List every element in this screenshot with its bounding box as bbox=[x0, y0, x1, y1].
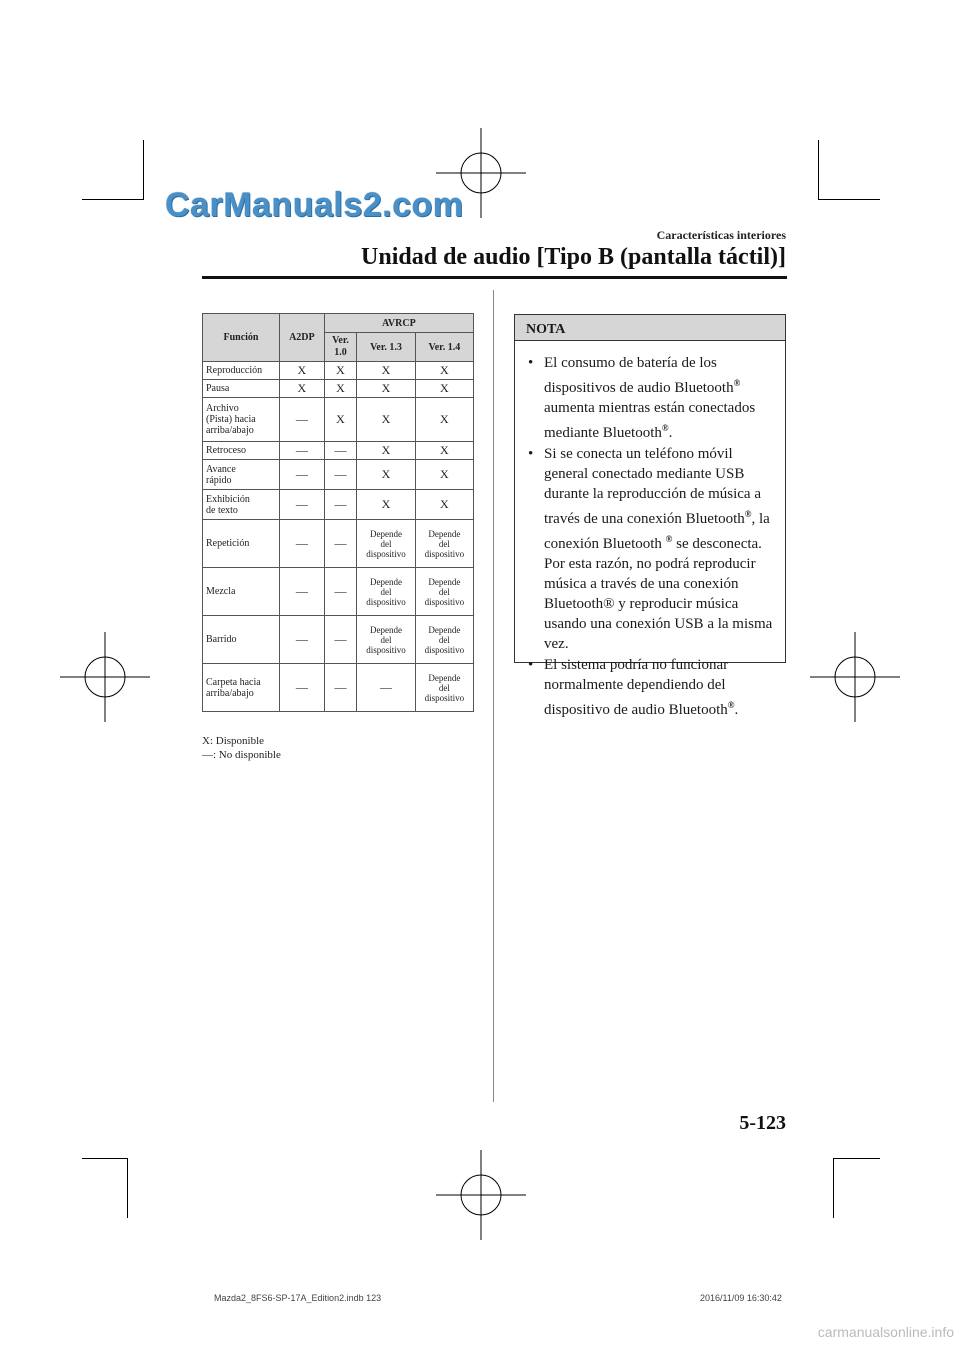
crop-mark bbox=[818, 140, 819, 200]
table-cell-v14: X bbox=[415, 362, 473, 380]
note-box bbox=[514, 314, 786, 718]
watermark-logo[interactable]: CarManuals2.com bbox=[165, 186, 464, 224]
table-cell-v10: — bbox=[324, 490, 357, 520]
table-cell-v10: — bbox=[324, 616, 357, 664]
table-cell-v10: — bbox=[324, 520, 357, 568]
table-cell-v14: Depende del dispositivo bbox=[415, 568, 473, 616]
note-text: , la conexión Bluetooth bbox=[544, 511, 770, 552]
crop-mark bbox=[833, 1158, 834, 1218]
table-cell-v14: X bbox=[415, 490, 473, 520]
table-cell-a2dp: X bbox=[280, 380, 325, 398]
table-cell-a2dp: — bbox=[280, 398, 325, 442]
table-cell-v13: X bbox=[357, 442, 415, 460]
note-text: se desconecta. Por esta razón, no podrá reproducir música a través de una conexión Bluetooth® y reproducir música usando una conexión USB a la misma vez. bbox=[544, 536, 773, 652]
table-cell-function: Retroceso bbox=[203, 442, 280, 460]
crop-mark bbox=[818, 199, 880, 200]
table-cell-function: Carpeta hacia arriba/abajo bbox=[203, 664, 280, 712]
registered-mark: ® bbox=[665, 534, 673, 544]
registered-mark: ® bbox=[727, 700, 735, 710]
table-row bbox=[203, 398, 474, 442]
note-text: . bbox=[734, 702, 739, 718]
table-cell-a2dp: — bbox=[280, 490, 325, 520]
registration-mark-icon bbox=[436, 1150, 526, 1240]
registered-mark: ® bbox=[661, 423, 669, 433]
crop-mark bbox=[82, 1158, 128, 1159]
table-cell-function: Avance rápido bbox=[203, 460, 280, 490]
column-divider bbox=[493, 290, 494, 1102]
header-a2dp: A2DP bbox=[280, 314, 325, 362]
table-body bbox=[203, 362, 474, 712]
table-cell-v13: X bbox=[357, 398, 415, 442]
crop-mark bbox=[833, 1158, 880, 1159]
table-row bbox=[203, 616, 474, 664]
table-cell-a2dp: X bbox=[280, 362, 325, 380]
table-cell-v13: Depende del dispositivo bbox=[357, 616, 415, 664]
compatibility-table bbox=[202, 313, 474, 712]
table-cell-v14: X bbox=[415, 398, 473, 442]
table-cell-v14: Depende del dispositivo bbox=[415, 520, 473, 568]
title-rule bbox=[202, 276, 787, 279]
table-cell-v13: Depende del dispositivo bbox=[357, 568, 415, 616]
note-item bbox=[527, 444, 777, 654]
legend-unavailable: —: No disponible bbox=[202, 749, 281, 761]
table-row bbox=[203, 362, 474, 380]
registration-mark-icon bbox=[810, 632, 900, 722]
table-cell-v14: Depende del dispositivo bbox=[415, 616, 473, 664]
legend-available: X: Disponible bbox=[202, 735, 265, 747]
table-cell-v14: X bbox=[415, 380, 473, 398]
crop-mark bbox=[127, 1158, 128, 1218]
table-cell-v10: X bbox=[324, 380, 357, 398]
table-cell-function: Barrido bbox=[203, 616, 280, 664]
table-legend bbox=[202, 734, 281, 762]
page-number: 5-123 bbox=[739, 1112, 786, 1134]
registered-mark: ® bbox=[744, 509, 752, 519]
table-cell-v10: — bbox=[324, 568, 357, 616]
footer-file: Mazda2_8FS6-SP-17A_Edition2.indb 123 bbox=[214, 1293, 382, 1303]
section-label: Características interiores bbox=[656, 228, 786, 242]
table-cell-v10: X bbox=[324, 398, 357, 442]
table-cell-a2dp: — bbox=[280, 442, 325, 460]
table-cell-v10: — bbox=[324, 664, 357, 712]
table-row bbox=[203, 380, 474, 398]
table-cell-v13: X bbox=[357, 380, 415, 398]
table-cell-a2dp: — bbox=[280, 460, 325, 490]
note-item bbox=[527, 655, 777, 720]
table-row bbox=[203, 490, 474, 520]
table-cell-function: Mezcla bbox=[203, 568, 280, 616]
note-title: NOTA bbox=[515, 315, 785, 341]
header-ver-1-0: Ver. 1.0 bbox=[324, 333, 357, 362]
table-cell-v10: X bbox=[324, 362, 357, 380]
table-cell-v14: X bbox=[415, 460, 473, 490]
note-text: aumenta mientras están conectados mediante Bluetooth bbox=[544, 400, 756, 441]
footer-site[interactable]: carmanualsonline.info bbox=[817, 1324, 954, 1340]
table-cell-v10: — bbox=[324, 460, 357, 490]
header-ver-1-3: Ver. 1.3 bbox=[357, 333, 415, 362]
table-cell-v13: Depende del dispositivo bbox=[357, 520, 415, 568]
footer-date: 2016/11/09 16:30:42 bbox=[700, 1293, 782, 1303]
table-cell-v10: — bbox=[324, 442, 357, 460]
table-row bbox=[203, 568, 474, 616]
table-cell-a2dp: — bbox=[280, 520, 325, 568]
table-cell-v14: X bbox=[415, 442, 473, 460]
crop-mark bbox=[143, 140, 144, 200]
table-cell-v13: X bbox=[357, 362, 415, 380]
table-cell-function: Repetición bbox=[203, 520, 280, 568]
table-cell-v13: X bbox=[357, 460, 415, 490]
table-cell-function: Archivo (Pista) hacia arriba/abajo bbox=[203, 398, 280, 442]
note-text: El sistema podría no funcionar normalmente dependiendo del dispositivo de audio Bluetooth bbox=[544, 657, 729, 718]
table-cell-function: Pausa bbox=[203, 380, 280, 398]
table-cell-function: Reproducción bbox=[203, 362, 280, 380]
table-cell-a2dp: — bbox=[280, 664, 325, 712]
table-row bbox=[203, 460, 474, 490]
table-cell-function: Exhibición de texto bbox=[203, 490, 280, 520]
table-row bbox=[203, 442, 474, 460]
table-cell-a2dp: — bbox=[280, 568, 325, 616]
note-text: Si se conecta un teléfono móvil general conectado mediante USB durante la reproducción de música a través de una conexión Bluetooth bbox=[544, 446, 761, 527]
table-cell-a2dp: — bbox=[280, 616, 325, 664]
header-avrcp: AVRCP bbox=[324, 314, 473, 333]
registration-mark-icon bbox=[60, 632, 150, 722]
page-title: Unidad de audio [Tipo B (pantalla táctil)] bbox=[361, 244, 786, 270]
note-item bbox=[527, 353, 777, 443]
header-function: Función bbox=[203, 314, 280, 362]
table-cell-v14: Depende del dispositivo bbox=[415, 664, 473, 712]
table-row bbox=[203, 520, 474, 568]
header-ver-1-4: Ver. 1.4 bbox=[415, 333, 473, 362]
note-list bbox=[515, 341, 785, 720]
table-row bbox=[203, 664, 474, 712]
note-text: El consumo de batería de los dispositivos de audio Bluetooth bbox=[544, 355, 734, 396]
table-cell-v13: X bbox=[357, 490, 415, 520]
table-cell-v13: — bbox=[357, 664, 415, 712]
note-text: . bbox=[668, 425, 673, 441]
registered-mark: ® bbox=[733, 378, 741, 388]
crop-mark bbox=[82, 199, 144, 200]
